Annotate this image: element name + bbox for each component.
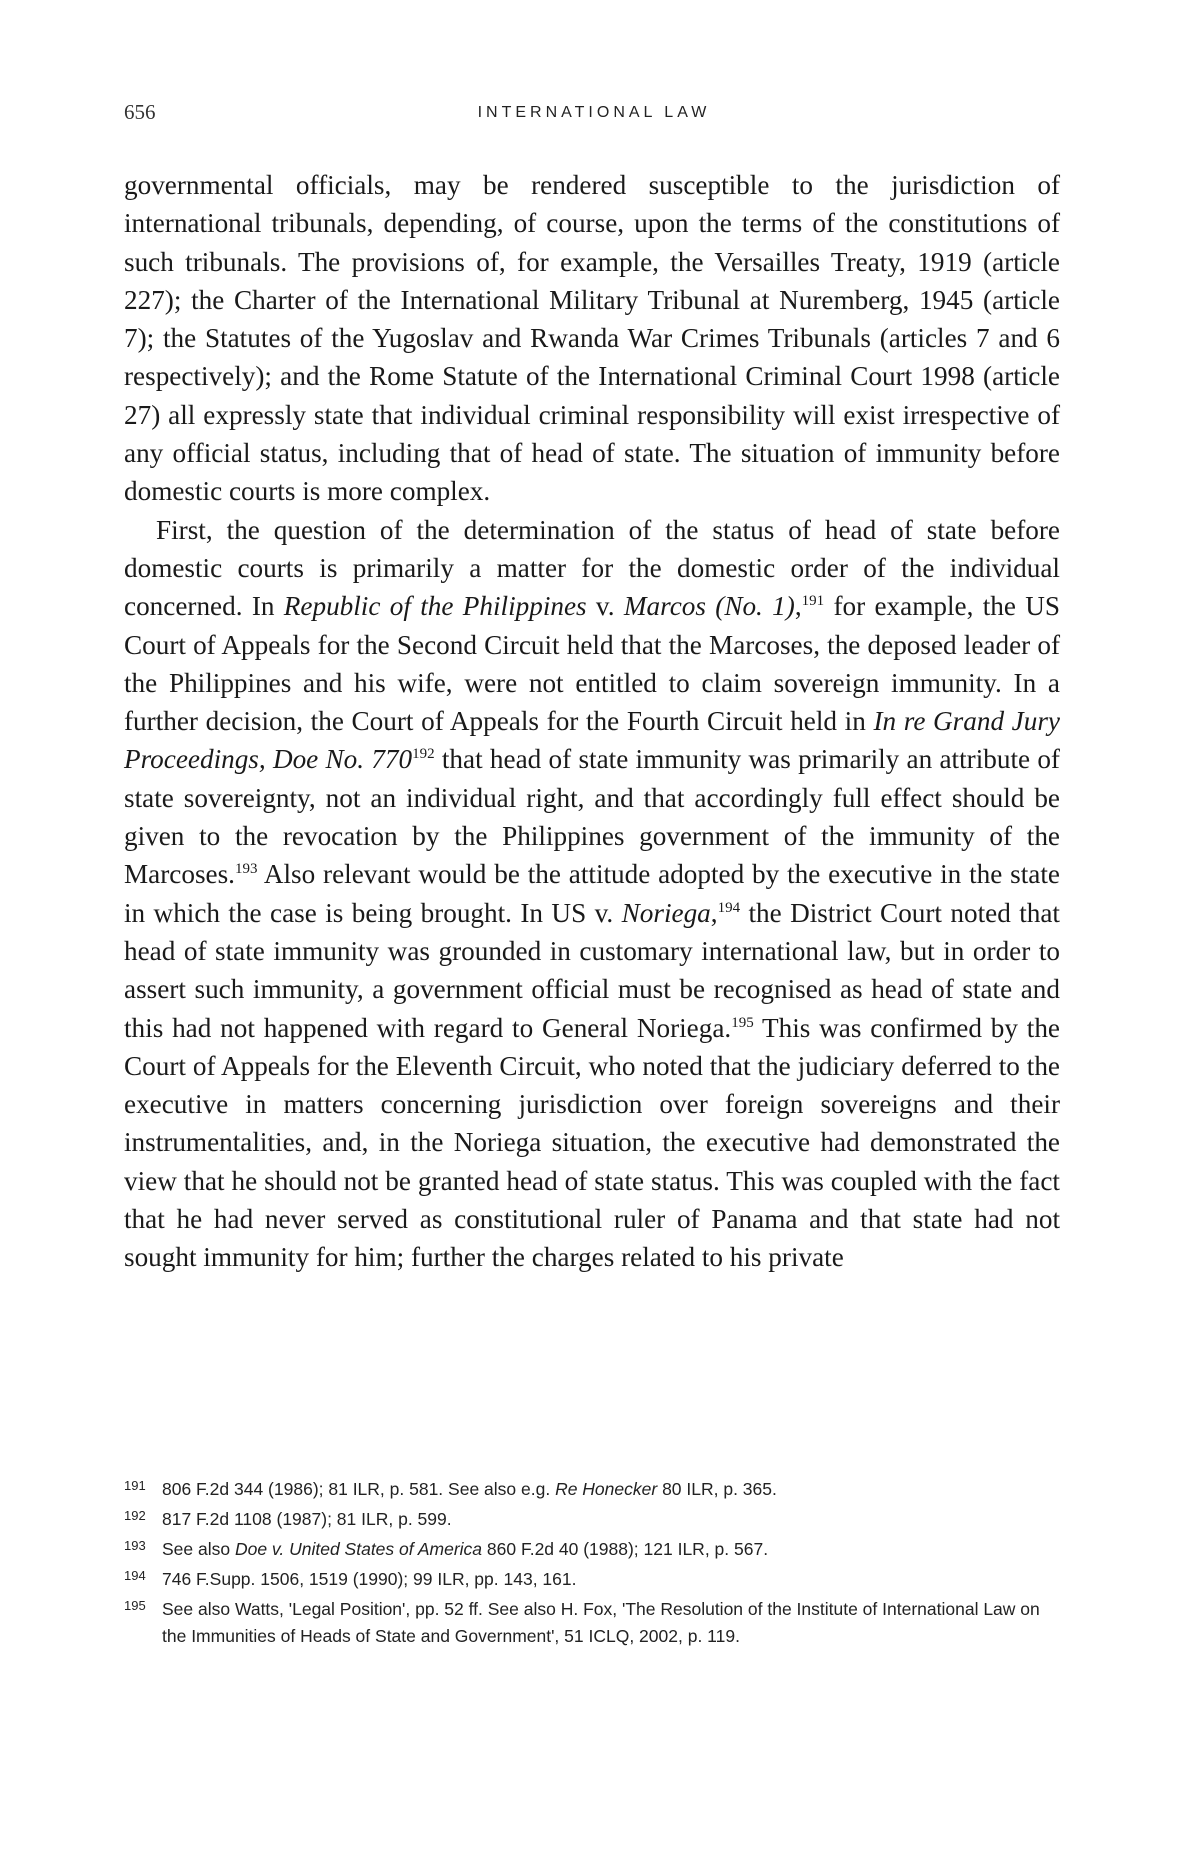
footnote-case-name: Doe v. United States of America <box>234 1539 483 1559</box>
footnote-191 <box>124 1476 1060 1503</box>
footnote-number: 195 <box>124 1598 146 1613</box>
case-name: In re Grand Jury Proceedings, Doe No. 770 <box>124 706 1060 775</box>
text-run: v. <box>586 591 624 622</box>
footnote-ref-191[interactable]: 191 <box>801 593 825 610</box>
footnote-195 <box>124 1596 1060 1650</box>
footnote-ref-193[interactable]: 193 <box>234 861 258 878</box>
text-run: that head of state immunity was primarily an attribute of state sovereignty, not an individual right, and that accordingly full effect should be given to the revocation by the Philippines government of the immunity of the Marcoses. <box>124 744 1060 890</box>
text-run: for example, the US Court of Appeals for the Second Circuit held that the Marcoses, the deposed leader of the Philippines and his wife, were not entitled to claim sovereign immunity. In a further decision, the Court of Appeals for the Fourth Circuit held in <box>124 591 1060 737</box>
case-name: Republic of the Philippines <box>283 591 587 622</box>
paragraph-1: governmental officials, may be rendered susceptible to the jurisdiction of international tribunals, depending, of course, upon the terms of the constitutions of such tribunals. The provisions of, for example, the Versailles Treaty, 1919 (article 227); the Charter of the International Military Tribunal at Nuremberg, 1945 (article 7); the Statutes of the Yugoslav and Rwanda War Crimes Tribunals (articles 7 and 6 respectively); and the Rome Statute of the International Criminal Court 1998 (article 27) all expressly state that individual criminal responsibility will exist irrespective of any official status, including that of head of state. The situation of immunity before domestic courts is more complex. <box>124 170 1060 507</box>
paragraph-2 <box>124 511 1060 1277</box>
case-name: Marcos (No. 1) <box>623 591 795 622</box>
footnote-text: See also <box>162 1539 235 1559</box>
case-name: Noriega <box>621 897 711 928</box>
text-run: Also relevant would be the attitude adopted by the executive in the state in which the case is being brought. In US v. <box>124 859 1060 928</box>
running-title: INTERNATIONAL LAW <box>477 104 711 121</box>
footnote-194 <box>124 1566 1060 1593</box>
page-number: 656 <box>124 100 156 124</box>
footnote-number: 191 <box>124 1478 146 1493</box>
footnote-text: 860 F.2d 40 (1988); 121 ILR, p. 567. <box>482 1539 769 1559</box>
text-run: , <box>710 897 718 928</box>
footnote-text: 746 F.Supp. 1506, 1519 (1990); 99 ILR, pp. 143, 161. <box>162 1569 577 1589</box>
footnote-text: 817 F.2d 1108 (1987); 81 ILR, p. 599. <box>162 1509 452 1529</box>
footnote-ref-195[interactable]: 195 <box>731 1014 754 1031</box>
text-run: the District Court noted that head of state immunity was grounded in customary international law, but in order to assert such immunity, a government official must be recognised as head of state and this had not happened with regard to General Noriega. <box>124 897 1060 1043</box>
footnote-text: 806 F.2d 344 (1986); 81 ILR, p. 581. See also e.g. <box>162 1479 556 1499</box>
footnote-192 <box>124 1506 1060 1533</box>
footnote-193 <box>124 1536 1060 1563</box>
footnote-number: 194 <box>124 1568 146 1583</box>
running-header <box>124 100 1064 130</box>
footnote-text: See also Watts, 'Legal Position', pp. 52 ff. See also H. Fox, 'The Resolution of the Institute of International Law on the Immunities of Heads of State and Government', 51 ICLQ, 2002, p. 119. <box>162 1599 1040 1646</box>
text-run: This was confirmed by the Court of Appeals for the Eleventh Circuit, who noted that the judiciary deferred to the executive in matters concerning jurisdiction over foreign sovereigns and their instrumentalities, and, in the Noriega situation, the executive had demonstrated the view that he should not be granted head of state status. This was coupled with the fact that he had never served as constitutional ruler of Panama and that state had not sought immunity for him; further the charges related to his private <box>124 1012 1060 1273</box>
text-run: First, the question of the determination of the status of head of state before domestic courts is primarily a matter for the domestic order of the individual concerned. In <box>124 514 1060 622</box>
footnote-case-name: Re Honecker <box>555 1479 658 1499</box>
footnotes <box>124 1476 1060 1653</box>
footnote-ref-194[interactable]: 194 <box>717 899 741 916</box>
footnote-ref-192[interactable]: 192 <box>412 746 435 763</box>
footnote-text: 80 ILR, p. 365. <box>657 1479 777 1499</box>
footnote-number: 192 <box>124 1508 146 1523</box>
text-run: , <box>794 591 802 622</box>
body-text <box>124 166 1060 1277</box>
footnote-number: 193 <box>124 1538 146 1553</box>
